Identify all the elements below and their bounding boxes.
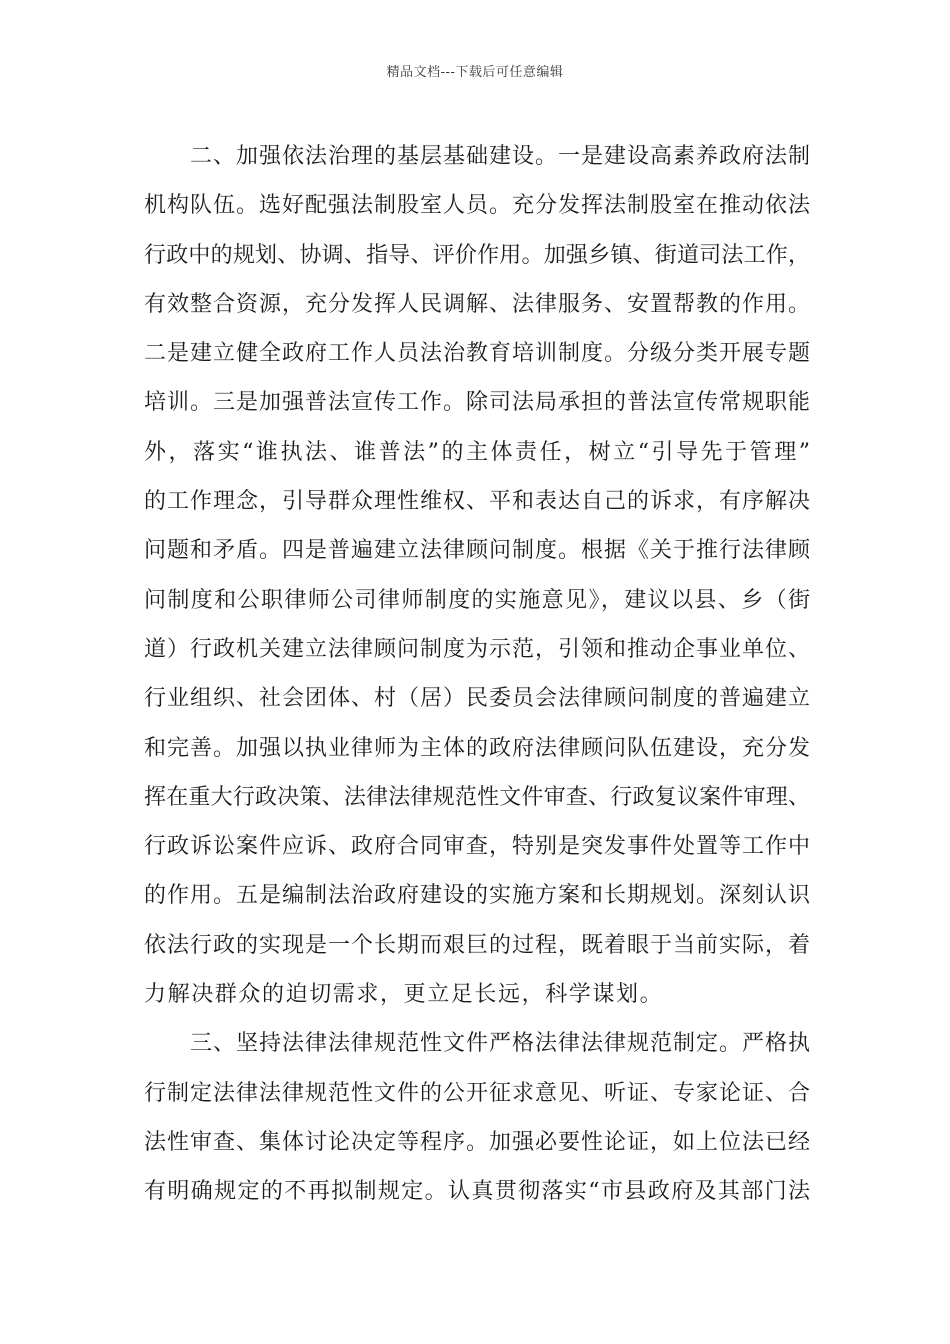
paragraph-line: 道）行政机关建立法律顾问制度为示范，引领和推动企事业单位、 xyxy=(144,636,810,662)
paragraph-line: 力解决群众的迫切需求，更立足长远，科学谋划。 xyxy=(144,982,664,1008)
paragraph-line: 三、坚持法律法律规范性文件严格法律法律规范制定。严格执 xyxy=(190,1031,810,1057)
paragraph-line: 有明确规定的不再拟制规定。认真贯彻落实“市县政府及其部门法 xyxy=(144,1179,810,1205)
paragraph-line: 机构队伍。选好配强法制股室人员。充分发挥法制股室在推动依法 xyxy=(144,193,810,219)
paragraph-line: 行制定法律法律规范性文件的公开征求意见、听证、专家论证、合 xyxy=(144,1080,810,1106)
paragraph-line: 问制度和公职律师公司律师制度的实施意见》，建议以县、乡（街 xyxy=(144,587,810,613)
paragraph-line: 问题和矛盾。四是普遍建立法律顾问制度。根据《关于推行法律顾 xyxy=(144,538,810,564)
paragraph-line: 的工作理念，引导群众理性维权、平和表达自己的诉求，有序解决 xyxy=(144,489,810,515)
paragraph-line: 行政诉讼案件应诉、政府合同审查，特别是突发事件处置等工作中 xyxy=(144,834,810,860)
paragraph-line: 依法行政的实现是一个长期而艰巨的过程，既着眼于当前实际，着 xyxy=(144,932,810,958)
paragraph-line: 的作用。五是编制法治政府建设的实施方案和长期规划。深刻认识 xyxy=(144,883,810,909)
page-header: 精品文档---下载后可任意编辑 xyxy=(386,65,564,80)
paragraph-line: 挥在重大行政决策、法律法律规范性文件审查、行政复议案件审理、 xyxy=(144,784,810,810)
paragraph-line: 法性审查、集体讨论决定等程序。加强必要性论证，如上位法已经 xyxy=(144,1129,810,1155)
paragraph-line: 行业组织、社会团体、村（居）民委员会法律顾问制度的普遍建立 xyxy=(144,686,810,712)
paragraph-line: 有效整合资源，充分发挥人民调解、法律服务、安置帮教的作用。 xyxy=(144,291,810,317)
document-body xyxy=(144,132,810,1217)
paragraph-line: 外，落实“谁执法、谁普法”的主体责任，树立“引导先于管理” xyxy=(144,439,810,465)
paragraph-line: 二是建立健全政府工作人员法治教育培训制度。分级分类开展专题 xyxy=(144,341,810,367)
paragraph-line: 二、加强依法治理的基层基础建设。一是建设高素养政府法制 xyxy=(190,144,810,169)
paragraph-line: 培训。三是加强普法宣传工作。除司法局承担的普法宣传常规职能 xyxy=(144,390,810,416)
paragraph-line: 行政中的规划、协调、指导、评价作用。加强乡镇、街道司法工作， xyxy=(144,242,810,268)
paragraph-line: 和完善。加强以执业律师为主体的政府法律顾问队伍建设，充分发 xyxy=(144,735,810,761)
